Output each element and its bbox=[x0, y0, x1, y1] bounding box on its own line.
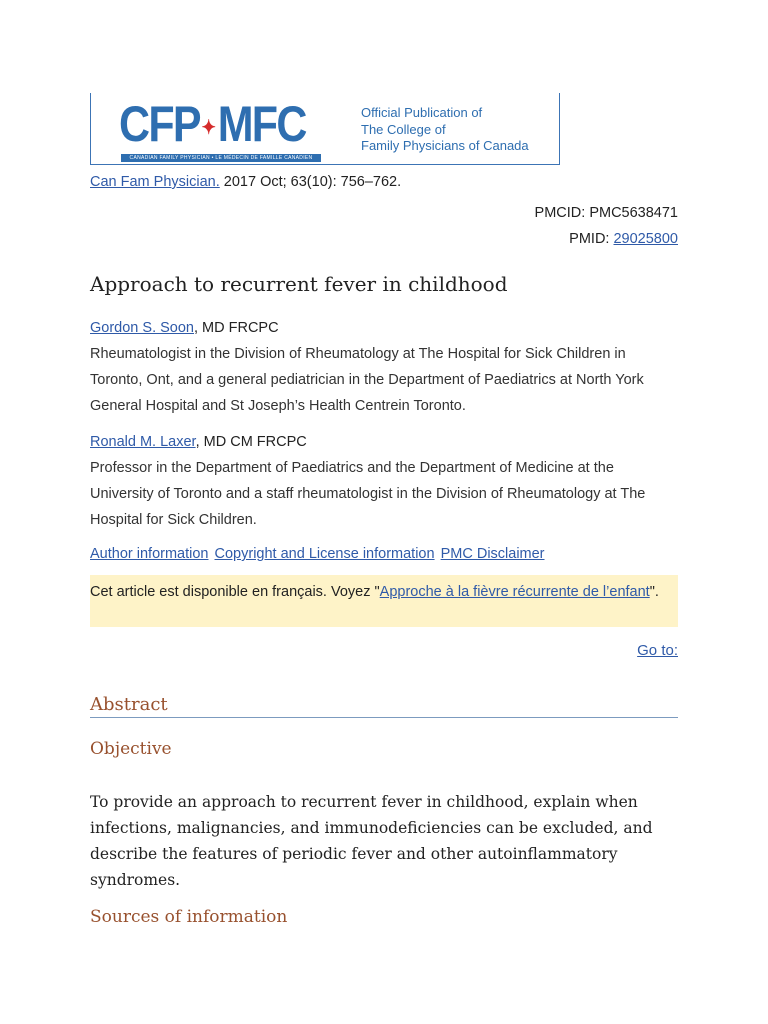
pmid: PMID: 29025800 bbox=[569, 231, 678, 247]
author-affiliation: Professor in the Department of Paediatrics and the Department of Medicine at the University of Toronto and a staff rheumatologist in the Division of Rheumatology at The Hospital for Sick Children. bbox=[90, 460, 646, 528]
french-version-notice: Cet article est disponible en français. Voyez "Approche à la fièvre récurrente de l’enfant". bbox=[90, 575, 678, 627]
article-info-links bbox=[90, 546, 547, 562]
journal-banner[interactable] bbox=[90, 93, 560, 165]
abstract-heading: Abstract bbox=[90, 694, 678, 718]
author-information-link[interactable]: Author information bbox=[90, 546, 209, 562]
citation-details: 2017 Oct; 63(10): 756–762. bbox=[219, 174, 402, 190]
logo-wordmark: CFP✦MFC bbox=[119, 96, 306, 152]
pmc-disclaimer-link[interactable]: PMC Disclaimer bbox=[440, 546, 545, 562]
page-title: Approach to recurrent fever in childhood bbox=[90, 272, 508, 296]
copyright-license-link[interactable]: Copyright and License information bbox=[214, 546, 435, 562]
author-block-1 bbox=[90, 315, 678, 419]
article-ids bbox=[535, 200, 678, 252]
author-link-soon[interactable]: Gordon S. Soon bbox=[90, 320, 194, 336]
logo-subtitle-strip: CANADIAN FAMILY PHYSICIAN • LE MÉDECIN DE FAMILLE CANADIEN bbox=[121, 154, 321, 162]
maple-leaf-icon: ✦ bbox=[201, 116, 216, 139]
publisher-text: Official Publication of The College of Family Physicians of Canada bbox=[361, 105, 529, 153]
cfp-mfc-logo bbox=[119, 97, 323, 163]
journal-link[interactable]: Can Fam Physician. bbox=[90, 174, 220, 190]
author-link-laxer[interactable]: Ronald M. Laxer bbox=[90, 434, 196, 450]
pmcid: PMCID: PMC5638471 bbox=[534, 205, 678, 221]
pmid-link[interactable]: 29025800 bbox=[613, 231, 678, 247]
author-affiliation: Rheumatologist in the Division of Rheumatology at The Hospital for Sick Children in Toronto, Ont, and a general pediatrician in the Department of Paediatrics at North York General Hospital and St Joseph’s Health Centrein Toronto. bbox=[90, 346, 644, 414]
objective-text: To provide an approach to recurrent fever in childhood, explain when infections, malignancies, and immunodeficiencies can be excluded, and describe the features of periodic fever and other autoinflammatory syndromes. bbox=[90, 793, 653, 889]
sources-heading: Sources of information bbox=[90, 907, 288, 927]
author-block-2 bbox=[90, 429, 678, 533]
author-credentials: , MD FRCPC bbox=[194, 320, 279, 336]
author-credentials: , MD CM FRCPC bbox=[195, 434, 307, 450]
goto-link[interactable]: Go to: bbox=[637, 642, 678, 659]
french-article-link[interactable]: Approche à la fièvre récurrente de l’enfant bbox=[379, 584, 650, 600]
objective-heading: Objective bbox=[90, 739, 172, 759]
citation-line bbox=[90, 174, 401, 190]
